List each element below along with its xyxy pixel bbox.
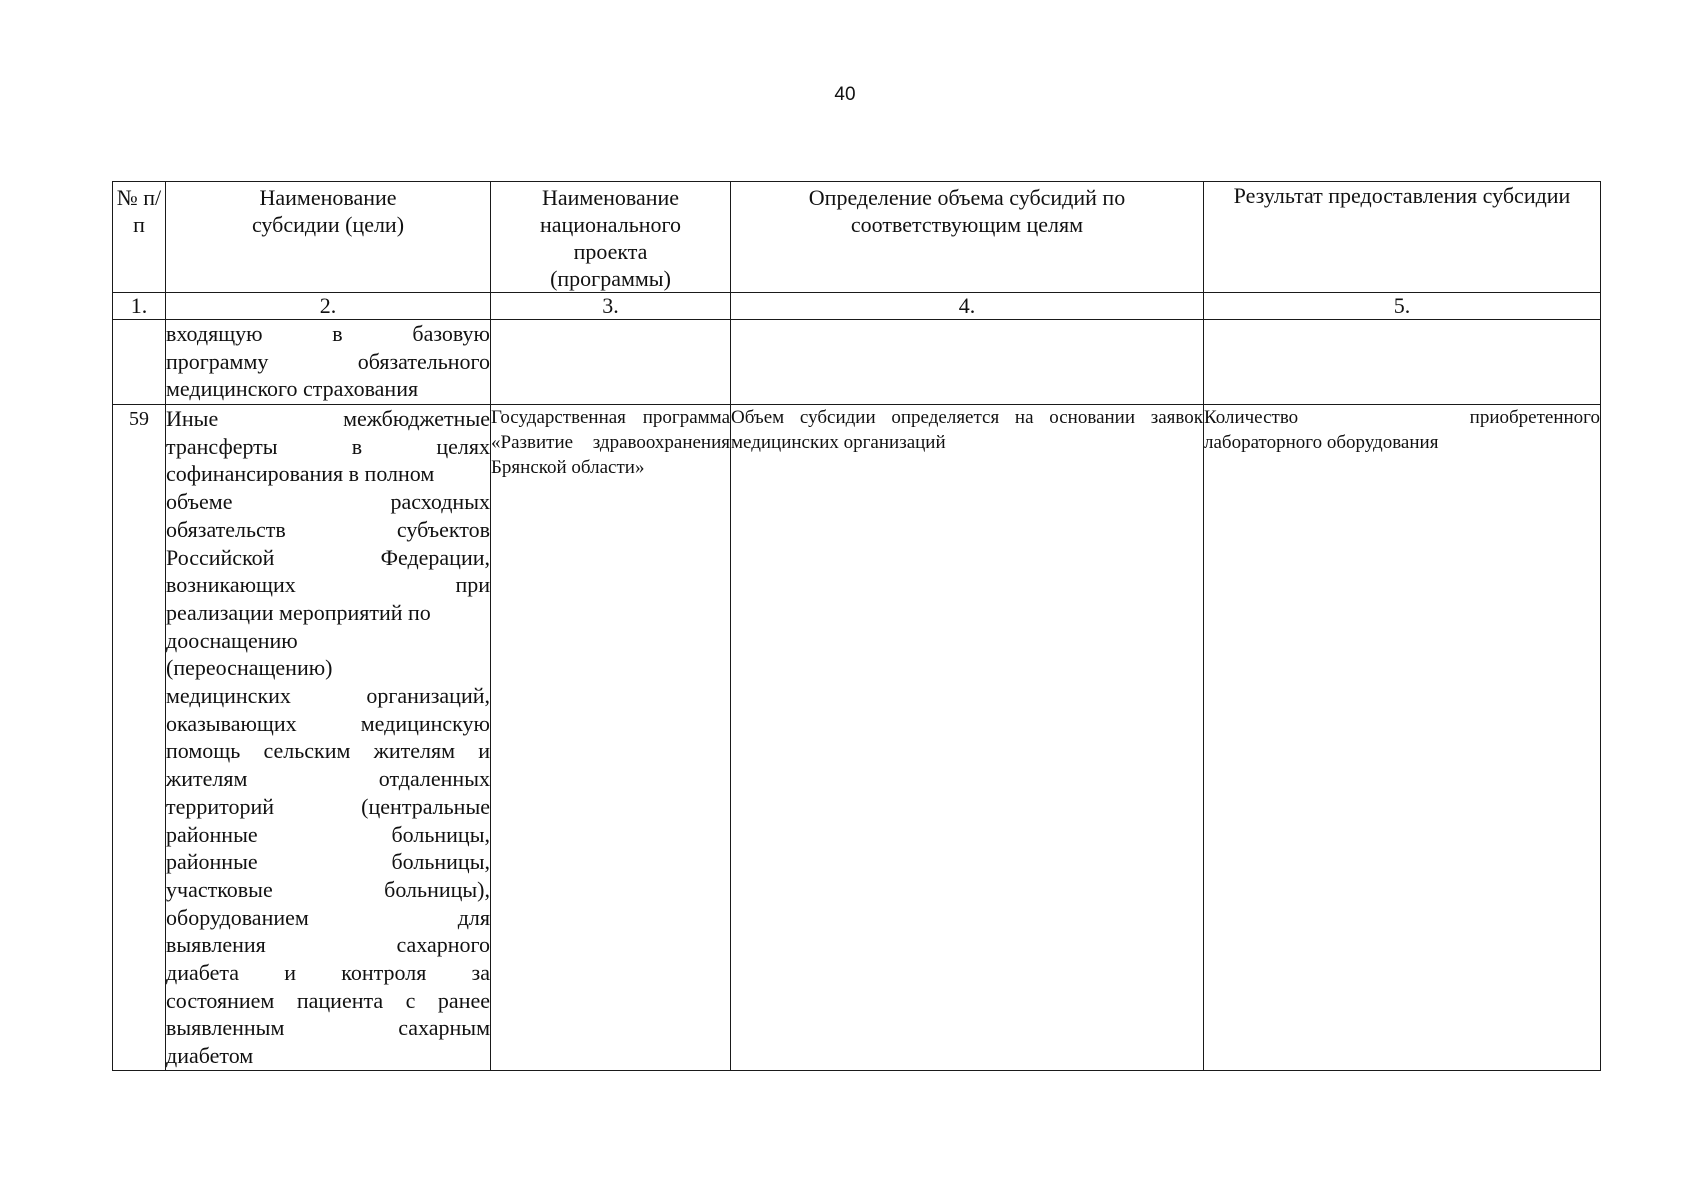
table-row-59 bbox=[113, 405, 1601, 1071]
cell-empty bbox=[1204, 320, 1601, 405]
table-header-row bbox=[113, 182, 1601, 293]
column-number: 2. bbox=[166, 293, 491, 320]
text-line: территорий (центральные bbox=[166, 793, 490, 819]
text-line: программу обязательного bbox=[166, 348, 490, 374]
text-line: трансферты в целях bbox=[166, 433, 490, 459]
text-line: участковые больницы), bbox=[166, 876, 490, 902]
text-line: выявления сахарного bbox=[166, 932, 490, 958]
column-number: 5. bbox=[1204, 293, 1601, 320]
continuation-row bbox=[113, 320, 1601, 405]
column-number: 3. bbox=[491, 293, 731, 320]
header-result: Результат предоставления субсидии bbox=[1204, 182, 1601, 293]
column-number: 4. bbox=[731, 293, 1204, 320]
text-line: софинансирования в полном bbox=[166, 461, 435, 487]
text-line: медицинского страхования bbox=[166, 376, 419, 402]
text-line: районные больницы, bbox=[166, 821, 490, 847]
text-line: (переоснащению) bbox=[166, 655, 333, 681]
text-line: оборудованием для bbox=[166, 904, 490, 930]
cell-volume-definition: Объем субсидии определяется на основании заявок медицинских организаций bbox=[731, 405, 1204, 1071]
column-number: 1. bbox=[113, 293, 166, 320]
text-line: состоянием пациента с ранее bbox=[166, 987, 490, 1013]
cell-national-project: Государственная программа «Развитие здравоохранения Брянской области» bbox=[491, 405, 731, 1071]
text-line: жителям отдаленных bbox=[166, 766, 490, 792]
column-numbers-row bbox=[113, 293, 1601, 320]
subsidy-table bbox=[112, 181, 1601, 1071]
text-line: выявленным сахарным bbox=[166, 1015, 490, 1041]
cell-subsidy-name bbox=[166, 405, 491, 1071]
cell-empty bbox=[491, 320, 731, 405]
text-line: диабетом bbox=[166, 1043, 254, 1069]
text-line: оказывающих медицинскую bbox=[166, 710, 490, 736]
text-line: помощь сельским жителям и bbox=[166, 738, 490, 764]
text-line: районные больницы, bbox=[166, 849, 490, 875]
header-subsidy-name: Наименование субсидии (цели) bbox=[166, 182, 491, 293]
text-line: лабораторного оборудования bbox=[1204, 432, 1439, 453]
cell-empty bbox=[731, 320, 1204, 405]
cell-result bbox=[1204, 405, 1601, 1071]
text-line: Российской Федерации, bbox=[166, 544, 490, 570]
text-line: Количество приобретенного bbox=[1204, 407, 1600, 428]
text-line: обязательств субъектов bbox=[166, 516, 490, 542]
text-line: возникающих при bbox=[166, 572, 490, 598]
text-line: Иные межбюджетные bbox=[166, 406, 490, 431]
text-line: входящую в базовую bbox=[166, 321, 490, 346]
row-number: 59 bbox=[113, 405, 166, 1071]
page-number: 40 bbox=[834, 84, 856, 105]
text-line: диабета и контроля за bbox=[166, 960, 490, 986]
cell-subsidy-name-continued bbox=[166, 320, 491, 405]
header-number: № п/п bbox=[113, 182, 166, 293]
text-line: объеме расходных bbox=[166, 489, 490, 515]
header-national-project: Наименование национального проекта (программы) bbox=[491, 182, 731, 293]
text-line: реализации мероприятий по bbox=[166, 599, 431, 625]
header-volume-definition: Определение объема субсидий по соответствующим целям bbox=[731, 182, 1204, 293]
cell-empty bbox=[113, 320, 166, 405]
text-line: дооснащению bbox=[166, 627, 298, 653]
text-line: медицинских организаций, bbox=[166, 683, 490, 709]
